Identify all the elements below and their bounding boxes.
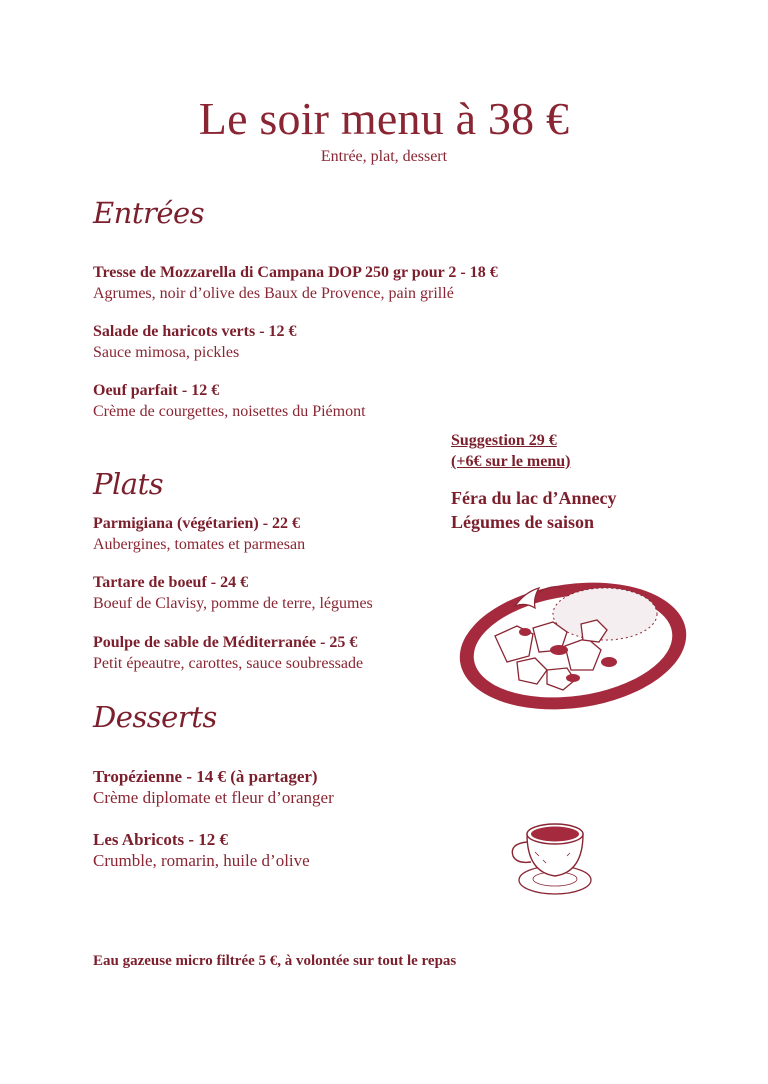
item-description: Crème de courgettes, noisettes du Piémont [93,403,366,420]
item-name: Tresse de Mozzarella di Campana DOP 250 gr pour 2 - 18 € [93,264,498,281]
section-title-plats: Plats [93,467,164,501]
suggestion-price: Suggestion 29 € [451,432,557,449]
item-description: Sauce mimosa, pickles [93,344,240,361]
item-description: Crème diplomate et fleur d’oranger [93,788,334,807]
item-description: Aubergines, tomates et parmesan [93,536,306,553]
item-name: Salade de haricots verts - 12 € [93,323,297,340]
item-name: Tropézienne - 14 € (à partager) [93,767,318,786]
section-title-desserts: Desserts [93,700,217,734]
item-name: Oeuf parfait - 12 € [93,382,220,399]
item-name: Les Abricots - 12 € [93,830,229,849]
coffee-cup-illustration [505,816,597,900]
page-title: Le soir menu à 38 € [198,93,570,144]
item-name: Tartare de boeuf - 24 € [93,574,249,591]
item-name: Parmigiana (végétarien) - 22 € [93,515,301,532]
item-description: Crumble, romarin, huile d’olive [93,851,310,870]
menu-item [93,263,553,305]
suggestion-dish: Féra du lac d’Annecy [451,488,617,508]
item-description: Petit épeautre, carottes, sauce soubressade [93,655,364,672]
plate-illustration [455,566,691,716]
menu-item [93,322,553,364]
suggestion-menu-supplement: (+6€ sur le menu) [451,453,571,470]
menu-item [93,767,553,809]
page-subtitle: Entrée, plat, dessert [320,148,448,165]
menu-item [93,381,553,423]
item-name: Poulpe de sable de Méditerranée - 25 € [93,634,358,651]
footer-note: Eau gazeuse micro filtrée 5 €, à volontée sur tout le repas [93,953,457,969]
section-title-entrees: Entrées [93,196,205,230]
item-description: Boeuf de Clavisy, pomme de terre, légumes [93,595,373,612]
suggestion-side: Légumes de saison [451,512,595,532]
item-description: Agrumes, noir d’olive des Baux de Provence, pain grillé [93,285,454,302]
menu-item [93,830,553,872]
